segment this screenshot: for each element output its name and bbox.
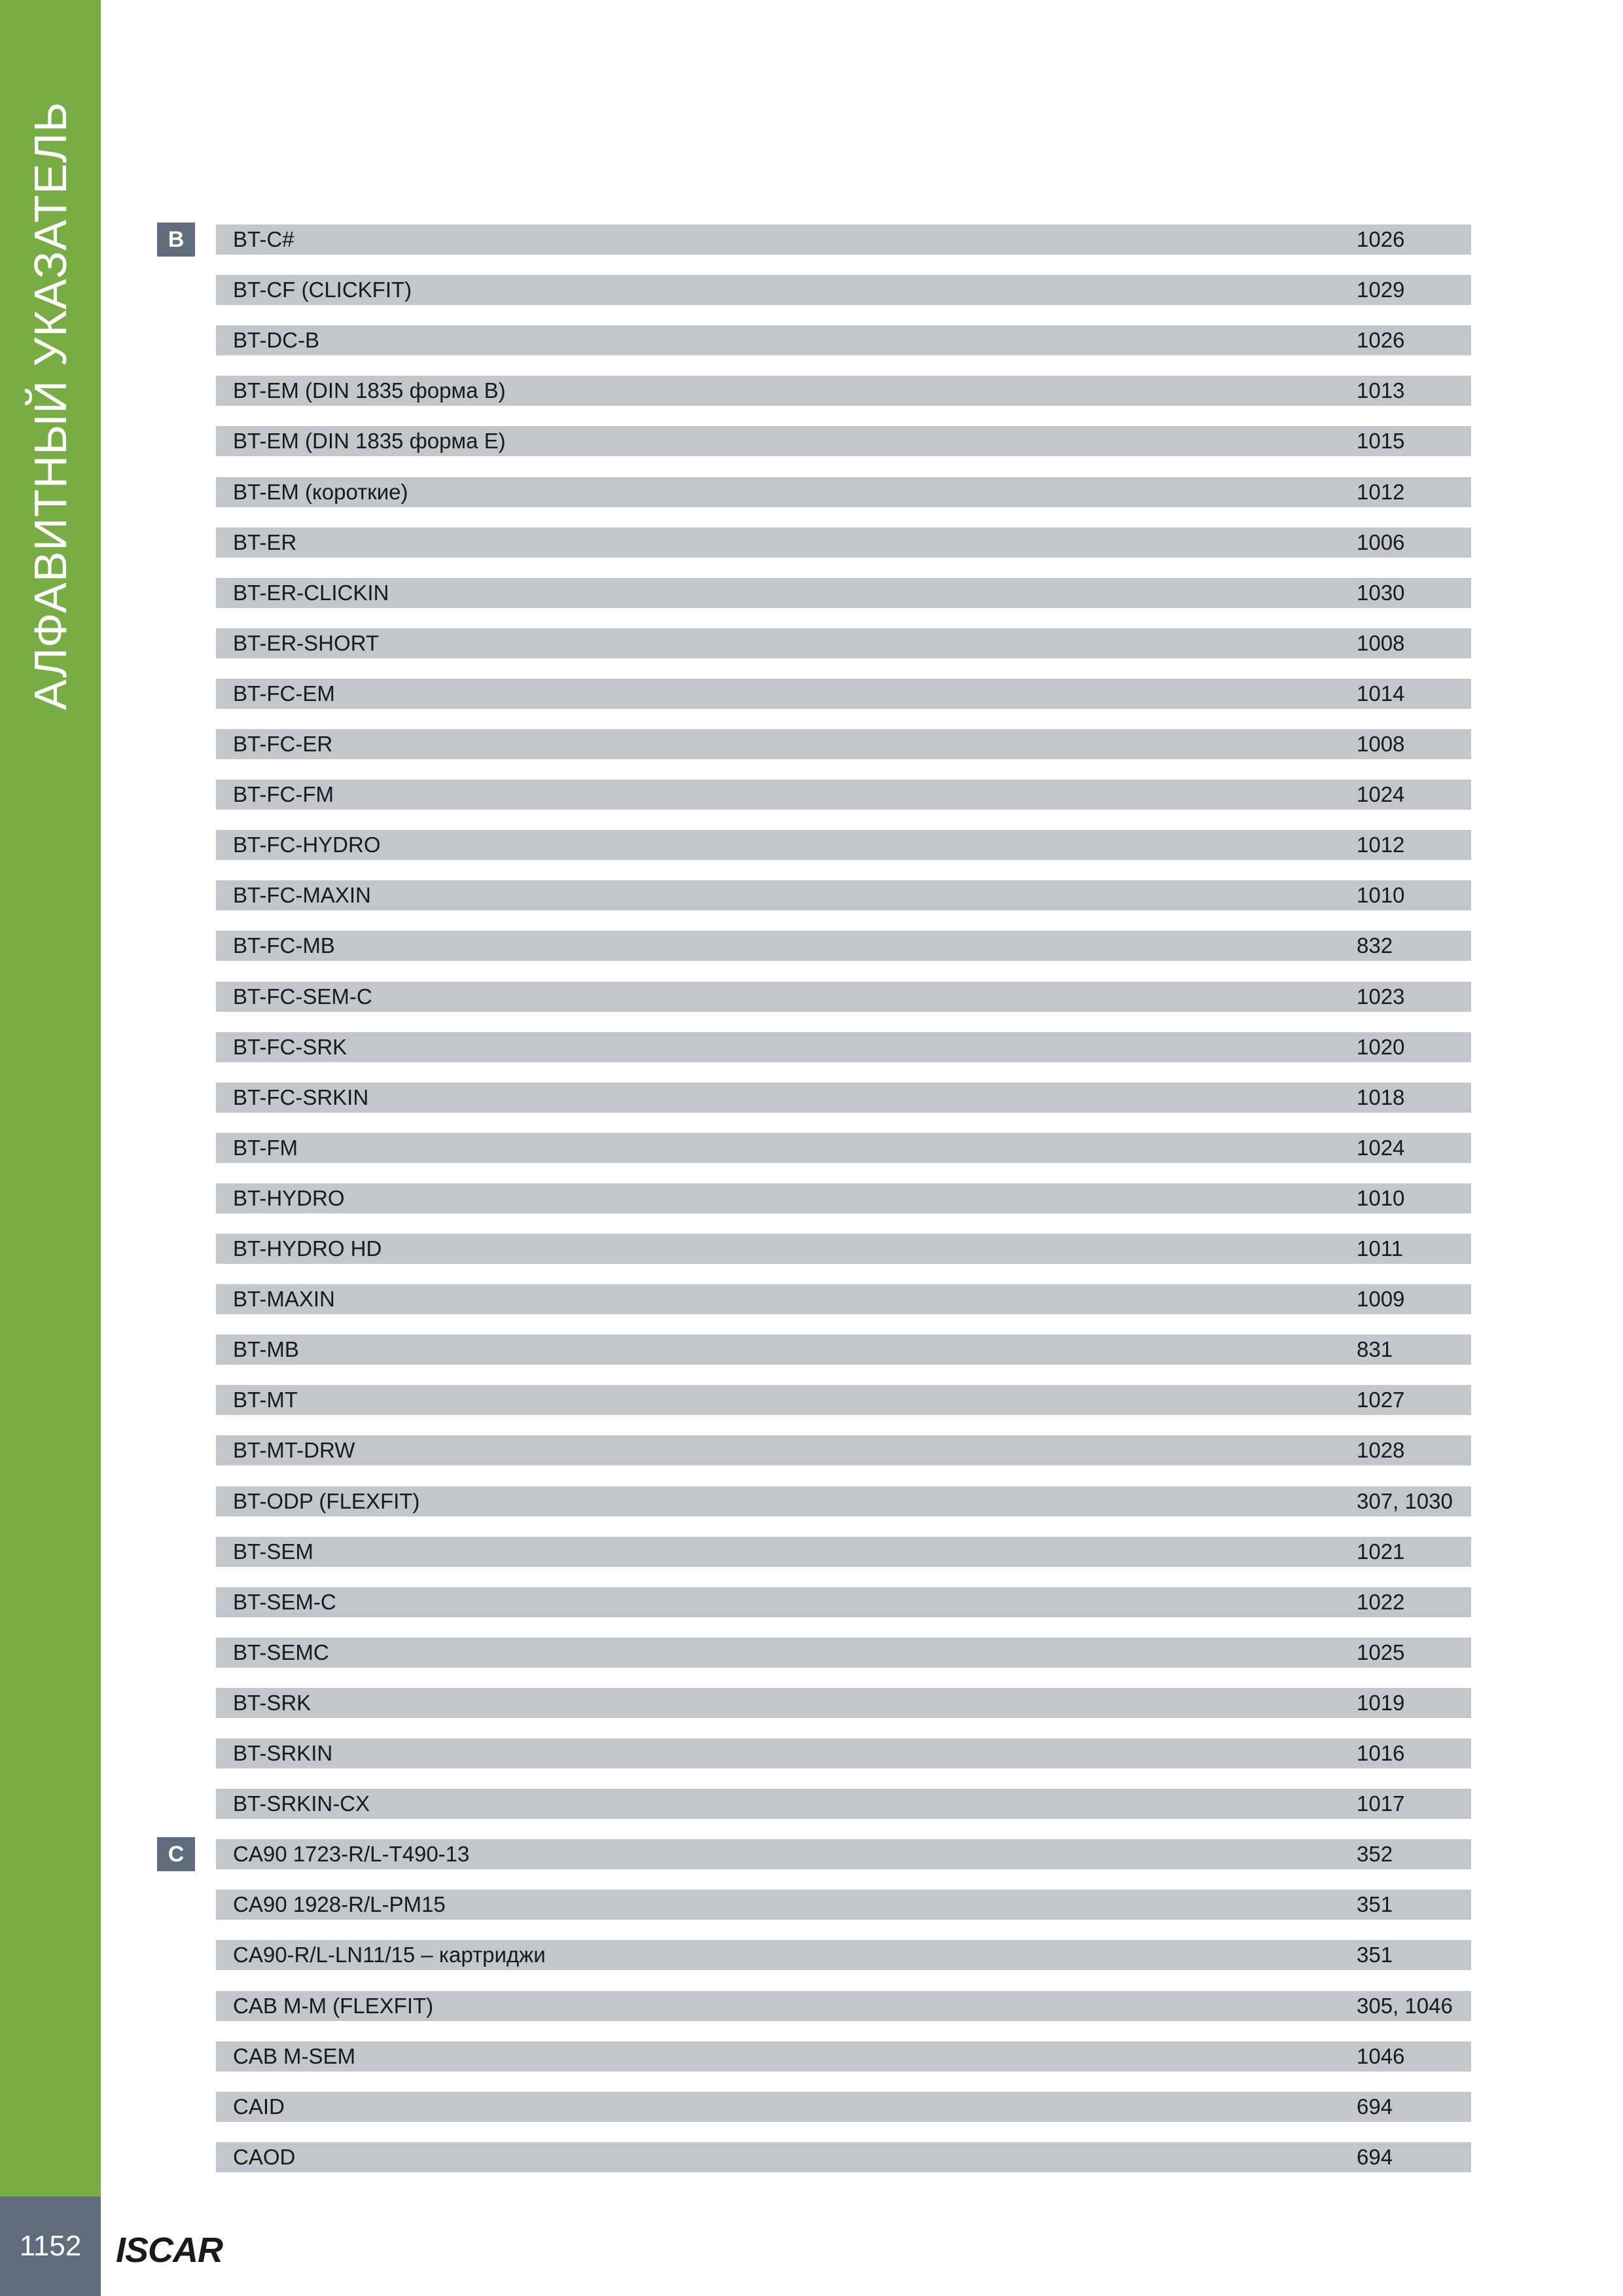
index-entry-name: BT-FM: [233, 1135, 298, 1160]
index-row: [216, 1183, 1471, 1213]
index-entry-name: BT-MAXIN: [233, 1287, 335, 1312]
index-entry-page: 351: [1357, 1892, 1393, 1917]
index-entry-name: BT-SEMC: [233, 1640, 329, 1664]
index-row: [216, 1688, 1471, 1718]
index-row: [216, 1839, 1471, 1869]
index-entry-name: BT-DC-B: [233, 328, 319, 353]
index-entry-page: 1015: [1357, 429, 1405, 454]
index-entry-name: CAOD: [233, 2144, 296, 2169]
index-row: [216, 1537, 1471, 1567]
index-row: [216, 1234, 1471, 1264]
index-entry-page: 1012: [1357, 833, 1405, 857]
index-entry-page: 1026: [1357, 227, 1405, 251]
index-row: [216, 679, 1471, 709]
index-row: [216, 880, 1471, 910]
index-entry-page: 1018: [1357, 1085, 1405, 1109]
index-entry-name: BT-SEM: [233, 1539, 313, 1564]
index-entry-page: 1011: [1357, 1236, 1403, 1261]
index-row: [216, 1435, 1471, 1465]
index-row: [216, 1486, 1471, 1516]
index-entry-name: BT-MB: [233, 1337, 299, 1362]
page-number: 1152: [0, 2197, 101, 2296]
index-row: [216, 1789, 1471, 1819]
index-entry-name: BT-MT: [233, 1388, 298, 1412]
index-entry-name: CA90 1723-R/L-T490-13: [233, 1842, 470, 1867]
index-entry-page: 1019: [1357, 1690, 1405, 1715]
index-entry-page: 1028: [1357, 1438, 1405, 1463]
index-row: [216, 376, 1471, 406]
index-entry-page: 1026: [1357, 328, 1405, 353]
index-entry-name: BT-FC-SRK: [233, 1034, 348, 1059]
index-entry-name: BT-ER: [233, 529, 297, 554]
index-entry-page: 1010: [1357, 1185, 1405, 1210]
index-entry-page: 1029: [1357, 278, 1405, 302]
section-title: АЛФАВИТНЫЙ УКАЗАТЕЛЬ: [25, 101, 76, 710]
index-row: [216, 1133, 1471, 1163]
index-row: [216, 528, 1471, 558]
index-entry-name: BT-C#: [233, 227, 294, 251]
index-row: [216, 1335, 1471, 1365]
index-entry-page: 1008: [1357, 732, 1405, 756]
index-entry-name: BT-ER-CLICKIN: [233, 580, 389, 605]
index-row: [216, 1940, 1471, 1970]
side-bar: [0, 0, 101, 2197]
brand-logo: ISCAR: [116, 2231, 223, 2270]
index-entry-page: 1022: [1357, 1589, 1405, 1614]
index-entry-page: 1025: [1357, 1640, 1405, 1664]
index-entry-page: 1008: [1357, 630, 1405, 655]
index-row: [216, 578, 1471, 608]
index-row: [216, 1738, 1471, 1768]
index-entry-name: CA90 1928-R/L-PM15: [233, 1892, 446, 1917]
index-entry-name: BT-MT-DRW: [233, 1438, 355, 1463]
index-row: [216, 1284, 1471, 1314]
index-entry-name: BT-SRK: [233, 1690, 312, 1715]
index-entry-page: 1024: [1357, 782, 1405, 807]
index-entry-name: BT-FC-MB: [233, 933, 335, 958]
index-entry-page: 1021: [1357, 1539, 1405, 1564]
index-entry-page: 831: [1357, 1337, 1393, 1362]
index-entry-name: BT-EM (короткие): [233, 479, 408, 504]
index-row: [216, 1385, 1471, 1415]
index-entry-name: BT-SRKIN-CX: [233, 1791, 370, 1816]
index-entry-page: 351: [1357, 1943, 1393, 1967]
section-letter-b: B: [157, 223, 195, 257]
index-entry-page: 1017: [1357, 1791, 1405, 1816]
index-entry-page: 307, 1030: [1357, 1488, 1453, 1513]
index-entry-name: BT-FC-HYDRO: [233, 833, 381, 857]
index-entry-page: 832: [1357, 933, 1393, 958]
index-entry-page: 1014: [1357, 681, 1405, 706]
index-row: [216, 2142, 1471, 2172]
index-row: [216, 426, 1471, 456]
index-entry-name: BT-FC-MAXIN: [233, 883, 371, 908]
index-entry-name: CAID: [233, 2094, 285, 2119]
index-entry-name: BT-FC-SRKIN: [233, 1085, 369, 1109]
index-entry-page: 1030: [1357, 580, 1405, 605]
index-entry-name: CA90-R/L-LN11/15 – картриджи: [233, 1943, 546, 1967]
index-row: [216, 1638, 1471, 1668]
index-row: [216, 1587, 1471, 1617]
index-row: [216, 275, 1471, 305]
index-entry-page: 1020: [1357, 1034, 1405, 1059]
index-row: [216, 628, 1471, 658]
index-row: [216, 2092, 1471, 2122]
index-entry-name: BT-HYDRO HD: [233, 1236, 382, 1261]
index-row: [216, 1083, 1471, 1113]
index-entry-name: BT-ODP (FLEXFIT): [233, 1488, 420, 1513]
index-row: [216, 982, 1471, 1012]
index-row: [216, 729, 1471, 759]
index-entry-page: 1012: [1357, 479, 1405, 504]
index-entry-name: BT-EM (DIN 1835 форма E): [233, 429, 506, 454]
index-entry-page: 1027: [1357, 1388, 1405, 1412]
index-entry-name: BT-SRKIN: [233, 1741, 333, 1765]
index-row: [216, 1032, 1471, 1062]
index-entry-page: 1024: [1357, 1135, 1405, 1160]
index-entry-page: 1016: [1357, 1741, 1405, 1765]
index-row: [216, 325, 1471, 355]
index-entry-name: BT-SEM-C: [233, 1589, 336, 1614]
section-letter-c: C: [157, 1837, 195, 1871]
index-entry-page: 1010: [1357, 883, 1405, 908]
index-entry-name: BT-HYDRO: [233, 1185, 345, 1210]
index-entry-name: BT-CF (CLICKFIT): [233, 278, 412, 302]
index-row: [216, 780, 1471, 810]
index-row: [216, 2041, 1471, 2072]
index-entry-page: 694: [1357, 2144, 1393, 2169]
index-entry-page: 1023: [1357, 984, 1405, 1009]
index-row: [216, 477, 1471, 507]
index-entry-name: BT-FC-EM: [233, 681, 335, 706]
index-row: [216, 1890, 1471, 1920]
index-entry-page: 1046: [1357, 2043, 1405, 2068]
index-entry-name: CAB M-M (FLEXFIT): [233, 1993, 434, 2018]
index-row: [216, 830, 1471, 860]
index-entry-page: 1013: [1357, 378, 1405, 403]
index-entry-name: BT-ER-SHORT: [233, 630, 380, 655]
index-entry-name: CAB M-SEM: [233, 2043, 356, 2068]
index-entry-name: BT-FC-FM: [233, 782, 334, 807]
index-entry-name: BT-FC-SEM-C: [233, 984, 372, 1009]
index-entry-page: 1006: [1357, 529, 1405, 554]
index-row: [216, 1991, 1471, 2021]
index-row: [216, 224, 1471, 255]
index-entry-name: BT-EM (DIN 1835 форма B): [233, 378, 506, 403]
index-entry-page: 305, 1046: [1357, 1993, 1453, 2018]
index-entry-page: 352: [1357, 1842, 1393, 1867]
index-row: [216, 931, 1471, 961]
index-entry-page: 694: [1357, 2094, 1393, 2119]
index-entry-page: 1009: [1357, 1287, 1405, 1312]
index-entry-name: BT-FC-ER: [233, 732, 333, 756]
